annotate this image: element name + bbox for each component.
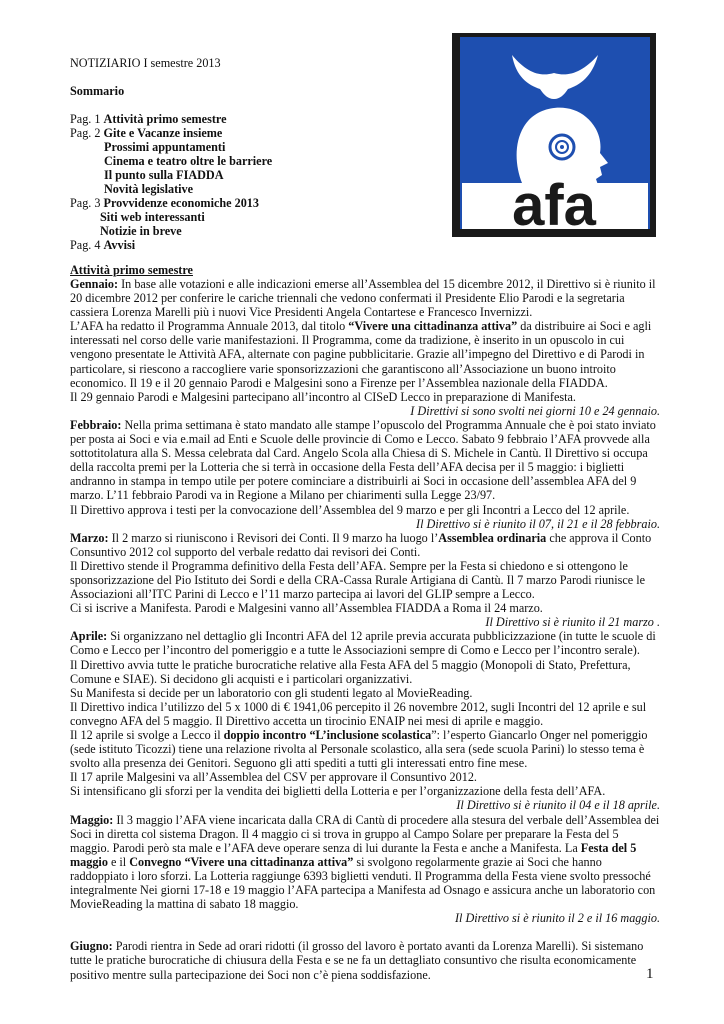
summary-line-3b: Siti web interessanti xyxy=(100,210,205,224)
summary-line-2e: Novità legislative xyxy=(104,182,194,196)
marzo-paragraph: Marzo: Il 2 marzo si riuniscono i Revisori dei Conti. Il 9 marzo ha luogo l’Assemblea ordinaria che approva il Conto Consuntivo 2012 col supporto del verbale redatto dai revisori dei Conti. xyxy=(70,530,652,559)
summary-line-4: Pag. 4 Avvisi xyxy=(70,238,136,252)
febbraio-paragraph: Febbraio: Nella prima settimana è stato mandato alle stampe l’opuscolo del Programma Annuale che è poi stato inviato per posta ai Soci e via e.mail ad Enti e Scuole delle provincie di Como e Lecco. Sabato 9 febbraio l’AFA provvede alla sottotitolatura alla S. Messa celebrata dal Card. Angelo Scola alla Chiesa di S. Michele in Cantù. Il Direttivo si occupa della raccolta premi per la Lotteria che si terrà in occasione della Festa dell’AFA decisa per il 5 maggio: i biglietti andranno in stampa in tempo utile per potere cominciare a distribuirli ai Soci in occasione dell’assemblea AFA del 9 marzo. L’11 febbraio Parodi va in Regione a Milano per chiarimenti sulla Legge 23/97. xyxy=(70,417,656,503)
marzo-paragraph-3: Ci si iscrive a Manifesta. Parodi e Malgesini vanno all’Assemblea FIADDA a Roma il 24 marzo. xyxy=(70,601,543,616)
marzo-paragraph-2: Il Direttivo stende il Programma definitivo della Festa dell’AFA. Sempre per la Festa si chiedono e si ottengono le sponsorizzazione del Pio Istituto dei Sordi e della CRA-Cassa Rurale Artigiana di Cantù. Il 7 marzo Parodi riunisce le Associazioni all’ITC Parini di Lecco e l’11 marzo partecipa ai lavori del GLIP sempre a Lecco. xyxy=(70,558,646,602)
summary-line-2b: Prossimi appuntamenti xyxy=(104,140,226,154)
summary-line-2c: Cinema e teatro oltre le barriere xyxy=(104,154,273,168)
aprile-paragraph-6: Il 17 aprile Malgesini va all’Assemblea del CSV per approvare il Consuntivo 2012. xyxy=(70,770,477,785)
body-text xyxy=(70,277,660,982)
marzo-note: Il Direttivo si è riunito il 21 marzo . xyxy=(485,615,660,630)
gennaio-paragraph-2: L’AFA ha redatto il Programma Annuale 2013, dal titolo “Vivere una cittadinanza attiva” da distribuire ai Soci e agli interessati nel corso delle varie manifestazioni. Il Programma, come da tradizione, è inserito in un opuscolo in cui vengono presentate le Attività AFA, alternate con pagine pubblicitarie. Grazie all’impegno del Direttivo e di Parodi in particolare, si riescono a raccogliere varie sponsorizzazioni che garantiscono all’Associazione un buono introito economico. Il 19 e il 20 gennaio Parodi e Malgesini sono a Firenze per l’Assemblea nazionale della FIADDA. xyxy=(70,319,652,390)
summary-line-3c: Notizie in breve xyxy=(100,224,182,238)
aprile-note: Il Direttivo si è riunito il 04 e il 18 aprile. xyxy=(456,798,660,813)
newsletter-title: NOTIZIARIO I semestre 2013 xyxy=(70,56,221,70)
maggio-paragraph: Maggio: Il 3 maggio l’AFA viene incaricata dalla CRA di Cantù di procedere alla stesura del verbale dell’Assemblea dei Soci in diretta col sistema Dragon. Il 4 maggio ci si trova in gruppo al Campo Solare per preparare la Festa del 5 maggio. Parodi però sta male e l’AFA deve operare senza di lui durante la Festa e anche a Manifesta. La Festa del 5 maggio e il Convegno “Vivere una cittadinanza attiva” si svolgono regolarmente grazie ai Soci che hanno raddoppiato i loro sforzi. La Lotteria raggiunge 6393 biglietti venduti. Il Programma della Festa viene svolto pressoché integralmente Nei giorni 17-18 e 19 maggio l’AFA partecipa a Manifesta ad Osnago e assicura anche un laboratorio con MovieReading la mattina di sabato 18 maggio. xyxy=(70,812,660,912)
page-number: 1 xyxy=(646,966,654,982)
aprile-paragraph-5: Il 12 aprile si svolge a Lecco il doppio incontro “L’inclusione scolastica”: l’esperto Giancarlo Onger nel pomeriggio (sede istituto Ticozzi) tiene una relazione rivolta al Personale scolastico, alla sera (sede scuola Parini) lo stesso tema è svolto alla presenza dei Genitori. Seguono gli atti spediti a tutti gli interessati entro fine mese. xyxy=(70,728,648,771)
summary-heading: Sommario xyxy=(70,84,125,98)
afa-logo xyxy=(452,33,656,237)
summary-line-2: Pag. 2 Gite e Vacanze insieme xyxy=(70,126,223,140)
gennaio-note: I Direttivi si sono svolti nei giorni 10 e 24 gennaio. xyxy=(410,403,660,418)
aprile-paragraph-2: Il Direttivo avvia tutte le pratiche burocratiche relative alla Festa AFA del 5 maggio (Monopoli di Stato, Prefettura, Comune e SIAE). Si decidono gli acquisti e i particolari organizzativi. xyxy=(70,657,631,686)
gennaio-paragraph: Gennaio: In base alle votazioni e alle indicazioni emerse all’Assemblea del 15 dicembre 2012, il Direttivo si è riunito il 20 dicembre 2012 per conferire le cariche triennali che vedono confermati il Presidente Elio Parodi e la segretaria cassiera Lorenza Marelli più i nuovi Vice Presidenti Angela Contartese e Francesco Invernizzi. xyxy=(70,277,656,320)
aprile-paragraph: Aprile: Si organizzano nel dettaglio gli Incontri AFA del 12 aprile previa accurata pubblicizzazione (in tutte le scuole di Como e Lecco per l’incontro del pomeriggio e a tutte le Associazioni sempre di Como e Lecco per l’incontro serale). xyxy=(70,629,656,658)
gennaio-paragraph-3: Il 29 gennaio Parodi e Malgesini partecipano all’incontro al CISeD Lecco in preparazione di Manifesta. xyxy=(70,389,576,404)
aprile-paragraph-4: Il Direttivo indica l’utilizzo del 5 x 1000 di € 1941,06 percepito il 26 novembre 2012, sugli Incontri del 12 aprile e sul convegno AFA del 5 maggio. Il Direttivo accetta un tirocinio ENAIP nei mesi di aprile e maggio. xyxy=(70,699,647,728)
maggio-note: Il Direttivo si è riunito il 2 e il 16 maggio. xyxy=(454,911,660,926)
section-title: Attività primo semestre xyxy=(70,263,193,277)
summary-line-1: Pag. 1 Attività primo semestre xyxy=(70,112,227,126)
summary-line-2d: Il punto sulla FIADDA xyxy=(104,168,224,182)
febbraio-paragraph-2: Il Direttivo approva i testi per la convocazione dell’Assemblea del 9 marzo e per gli Incontri a Lecco del 12 aprile. xyxy=(70,502,630,517)
febbraio-note: Il Direttivo si è riunito il 07, il 21 e il 28 febbraio. xyxy=(416,516,660,531)
logo-text: afa xyxy=(512,173,596,237)
giugno-paragraph: Giugno: Parodi rientra in Sede ad orari ridotti (il grosso del lavoro è portato avanti da Lorenza Marelli). Si sistemano tutte le pratiche burocratiche di chiusura della Festa e se ne fa un dettagliato consuntivo che risulta economicamente positivo mentre sulla partecipazione dei Soci non c’è piena soddisfazione. xyxy=(70,939,644,982)
aprile-paragraph-7: Si intensificano gli sforzi per la vendita dei biglietti della Lotteria e per l’organizzazione della festa dell’AFA. xyxy=(70,784,606,799)
aprile-paragraph-3: Su Manifesta si decide per un laboratorio con gli studenti legato al MovieReading. xyxy=(70,685,473,700)
summary-line-3: Pag. 3 Provvidenze economiche 2013 xyxy=(70,196,259,210)
